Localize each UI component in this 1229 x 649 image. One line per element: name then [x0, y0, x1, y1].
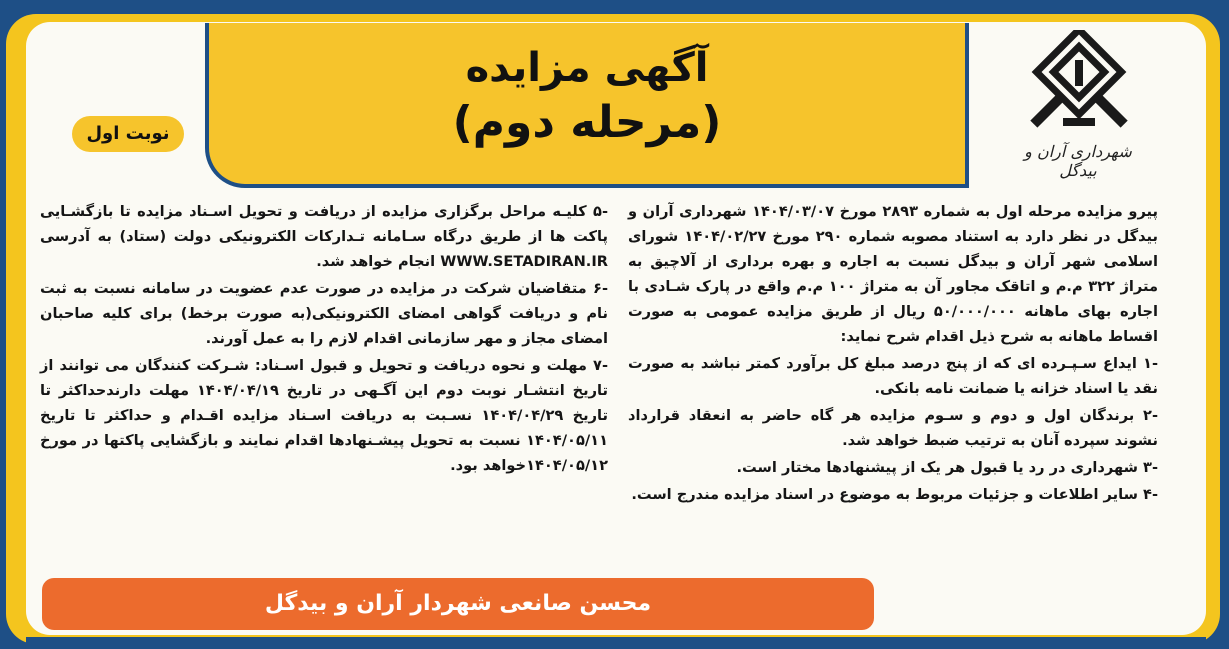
notice-item-5 [40, 199, 608, 274]
notice-item-4: -۴ سایر اطلاعات و جزئیات مربوط به موضوع در اسناد مزایده مندرج است. [631, 486, 1158, 503]
signature-bar: محسن صانعی شهردار آران و بیدگل [42, 578, 874, 630]
notice-item-3: -۳ شهرداری در رد یا قبول هر یک از پیشنهادها مختار است. [736, 459, 1158, 476]
notice-left-column [40, 199, 608, 480]
notice-item-7: -۷ مهلت و نحوه دریافت و تحویل و قبول اسـناد: شـرکت کنندگان می توانند از تاریخ انتشـار نوبت دوم این آگـهی در تاریخ ۱۴۰۴/۰۴/۱۹ مهلت دارندحداکثر تا تاریخ ۱۴۰۴/۰۴/۲۹ نسـبت به دریافت اسـناد مزایده اقـدام و حداکثر تا تاریخ ۱۴۰۴/۰۵/۱۱ نسبت به تحویل پیشـنهادها اقدام نمایند و بازگشایی پاکتها در مورخ ۱۴۰۴/۰۵/۱۲خواهد بود. [40, 357, 608, 474]
notice-item-5-end: انجام خواهد شد. [316, 253, 436, 270]
notice-item-1: -۱ ایداع سـپـرده ای که از پنج درصد مبلغ کل برآورد کمتر نباشد به صورت نقد یا اسناد خزانه یا ضمانت نامه بانکی. [628, 355, 1158, 397]
notice-item-5-text: -۵ کلیـه مراحل برگزاری مزایده از دریافت و تحویل اسـناد مزایده تا بازگشـایی پاکت ها از طریق درگاه سـامانه تـدارکات الکترونیکی دولت (ستاد) به آدرسی [40, 203, 608, 245]
logo-caption: شهرداری آران و بیدگل [1024, 142, 1132, 180]
notice-right-column [628, 199, 1158, 509]
notice-subtitle: (مرحله دوم) [452, 97, 722, 148]
bottom-band [26, 637, 1206, 649]
round-badge: نوبت اول [72, 116, 184, 152]
notice-item-2: -۲ برندگان اول و دوم و سـوم مزایده هر گاه حاضر به انعقاد قرارداد نشوند سپرده آنان به ترتیب ضبط خواهد شد. [628, 407, 1158, 449]
notice-intro: پیرو مزایده مرحله اول به شماره ۲۸۹۳ مورخ ۱۴۰۴/۰۳/۰۷ شهرداری آران و بیدگل در نظر دارد به استناد مصوبه شماره ۲۹۰ مورخ ۱۴۰۴/۰۲/۲۷ شورای اسلامی شهر آران و بیدگل نسبت به اجاره و بهره برداری از آلاچیق به متراژ ۳۲۲ م.م و اتاقک مجاور آن به متراژ ۱۰۰ م.م واقع در پارک شـادی با اجاره بهای ماهانه ۵۰/۰۰۰/۰۰۰ ریال از طریق مزایده عمومی به صورت اقساط ماهانه به شرح ذیل اقدام شرح نماید: [628, 203, 1159, 345]
notice-item-6: -۶ متقاضیان شرکت در مزایده در صورت عدم عضویت در سامانه نسبت به ثبت نام و دریافت گواهی امضای الکترونیکی(به صورت برخط) برای کلیه صاحبان امضای مجاز و مهر سازمانی اقدام لازم را به عمل آورند. [40, 280, 608, 347]
title-box [205, 23, 969, 188]
setad-url-link[interactable]: WWW.SETADIRAN.IR [440, 253, 608, 270]
notice-title: آگهی مزایده [465, 45, 709, 91]
